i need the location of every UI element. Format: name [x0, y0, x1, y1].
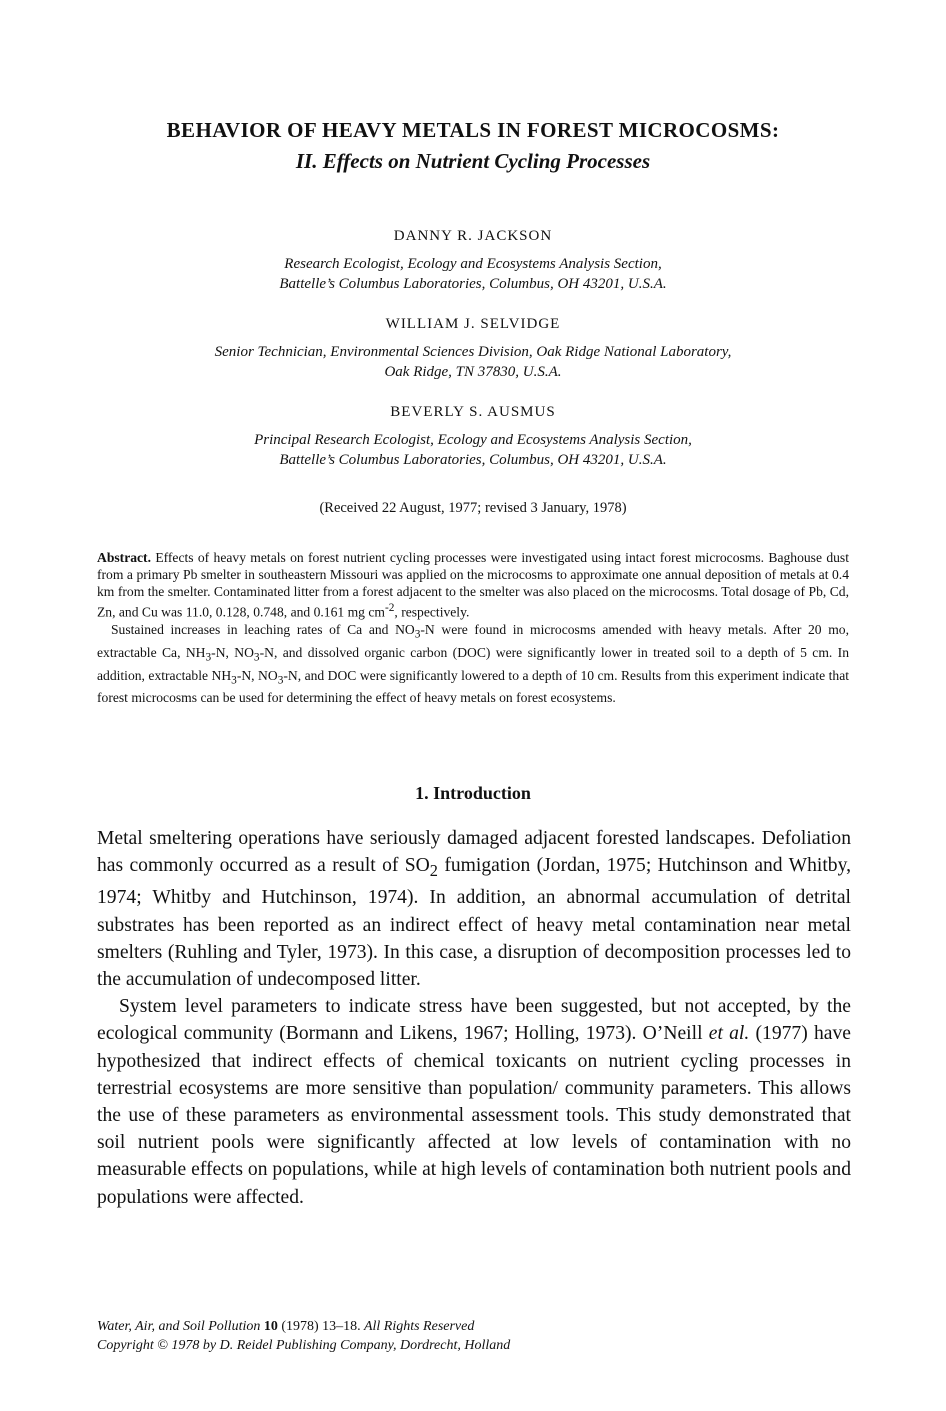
introduction-body [97, 825, 851, 1211]
author-name: WILLIAM J. SELVIDGE [385, 316, 561, 332]
affiliation-line: Battelle’s Columbus Laboratories, Columbus, OH 43201, U.S.A. [279, 452, 667, 468]
paper-title: BEHAVIOR OF HEAVY METALS IN FOREST MICROCOSMS: [166, 118, 780, 142]
affiliation-line: Research Ecologist, Ecology and Ecosystems Analysis Section, [284, 256, 662, 272]
affiliation-line: Battelle’s Columbus Laboratories, Columbus, OH 43201, U.S.A. [279, 276, 667, 292]
author-affiliation [0, 430, 946, 470]
copyright-line: Copyright © 1978 by D. Reidel Publishing Company, Dordrecht, Holland [97, 1338, 511, 1353]
paper-subtitle: II. Effects on Nutrient Cycling Processes [295, 149, 651, 173]
author-name: BEVERLY S. AUSMUS [390, 404, 556, 420]
received-dates: (Received 22 August, 1977; revised 3 January, 1978) [319, 500, 627, 516]
affiliation-line: Principal Research Ecologist, Ecology and Ecosystems Analysis Section, [254, 432, 692, 448]
author-name: DANNY R. JACKSON [393, 228, 553, 244]
body-paragraph: System level parameters to indicate stress have been suggested, but not accepted, by the ecological community (Bormann and Likens, 1967; Holling, 1973). O’Neill et al. (1977) have hypothesized that indirect effects of chemical toxicants on nutrient cycling processes in terrestrial ecosystems are more sensitive than population/ community parameters. This allows the use of these parameters as environmental assessment tools. This study demonstrated that soil nutrient pools were significantly affected at low levels of contamination with no measurable effects on populations, while at high levels of contamination both nutrient pools and populations were affected. [97, 996, 851, 1208]
section-heading: 1. Introduction [415, 783, 531, 803]
abstract-paragraph: Sustained increases in leaching rates of Ca and $NO_3-N$ were found in microcosms amended with heavy metals. After 20 mo, extractable Ca, $NH_3-N$, $NO_3-N$, and dissolved organic carbon (DOC) were significantly lower in treated soil to a depth of 5 cm. In addition, extractable $NH_3-N$, $NO_3-N$, and DOC were significantly lowered to a depth of 10 cm. Results from this experiment indicate that forest microcosms can be used for determining the effect of heavy metals on forest ecosystems. [97, 621, 850, 706]
author-affiliation [0, 254, 946, 294]
citation-line: Water, Air, and Soil Pollution 10 (1978) 13–18. All Rights Reserved [97, 1319, 475, 1334]
abstract [97, 549, 849, 706]
journal-footer [97, 1317, 857, 1355]
affiliation-line: Oak Ridge, TN 37830, U.S.A. [384, 364, 562, 380]
affiliation-line: Senior Technician, Environmental Sciences Division, Oak Ridge National Laboratory, [214, 344, 732, 360]
body-paragraph: Metal smeltering operations have seriously damaged adjacent forested landscapes. Defoliation has commonly occurred as a result of $SO_2$ fumigation (Jordan, 1975; Hutchinson and Whitby, 1974; Whitby and Hutchinson, 1974). In addition, an abnormal accumulation of detrital substrates has been reported as an indirect effect of heavy metal contamination near metal smelters (Ruhling and Tyler, 1973). In this case, a disruption of decomposition processes led to the accumulation of undecomposed litter. [97, 828, 851, 990]
abstract-label: Abstract. [97, 550, 151, 565]
author-affiliation [0, 342, 946, 382]
abstract-paragraph: Abstract. Effects of heavy metals on forest nutrient cycling processes were investigated using intact forest microcosms. Baghouse dust from a primary Pb smelter in southeastern Missouri was applied on the microcosms to approximate one annual deposition of metals at 0.4 km from the smelter. Contaminated litter from a forest adjacent to the smelter was also placed on the microcosms. Total dosage of Pb, Cd, Zn, and Cu was 11.0, 0.128, 0.748, and 0.161 mg $cm^{-2}$, respectively. [97, 550, 849, 620]
